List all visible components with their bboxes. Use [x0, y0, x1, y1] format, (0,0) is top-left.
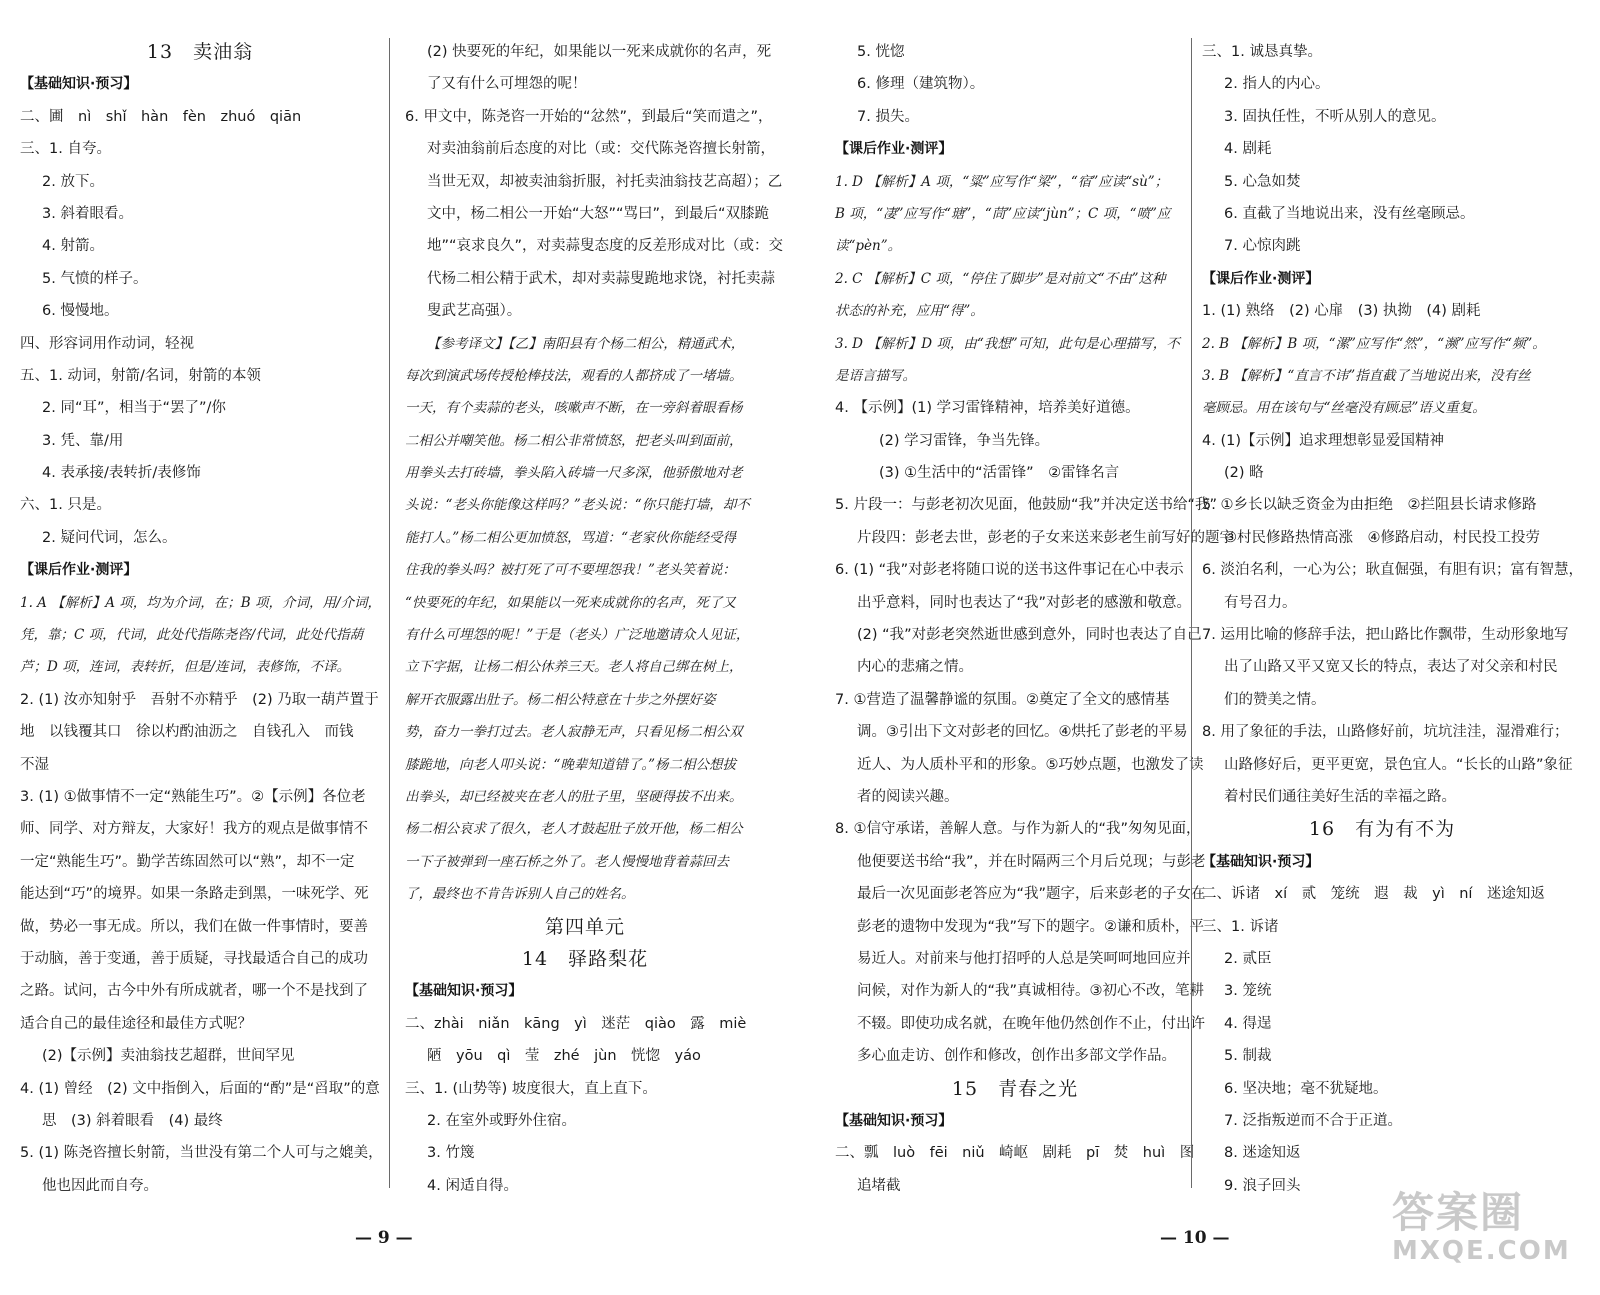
text-line: 5. 恍惚 — [857, 44, 905, 60]
text-line: ③村民修路热情高涨 ④修路启动，村民投工投劳 — [1224, 529, 1540, 546]
text-line: 头说：“老头你能像这样吗？”老头说：“你只能打墙，却不 — [405, 497, 750, 514]
text-line: 有什么可埋怨的呢！”于是（老头）广泛地邀请众人见证， — [405, 627, 750, 644]
section-header: 【课后作业·测评】 — [20, 562, 138, 579]
text-line: 一下子被弹到一座石桥之外了。老人慢慢地背着蒜回去 — [405, 853, 729, 870]
text-line: 者的阅读兴趣。 — [857, 788, 959, 805]
text-line: 3. 斜着眼看。 — [42, 205, 133, 222]
text-line: 问候，对作为新人的“我”真诚相待。③初心不改，笔耕 — [857, 983, 1205, 1000]
text-line: 读“pèn”。 — [835, 238, 902, 255]
section-header: 【基础知识·预习】 — [1202, 853, 1320, 870]
text-line: (2) 学习雷锋，争当先锋。 — [879, 432, 1050, 449]
text-line: 追堵截 — [857, 1177, 901, 1194]
text-line: 是语言描写。 — [835, 367, 916, 384]
text-line: 杨二相公哀求了很久，老人才鼓起肚子放开他，杨二相公 — [405, 821, 743, 838]
text-line: 解开衣服露出肚子。杨二相公特意在十步之外摆好姿 — [405, 691, 716, 708]
text-line: 于动脑，善于变通，善于质疑，寻找最适合自己的成功 — [20, 950, 368, 967]
text-line: 1. D 【解析】A 项，“粱”应写作“梁”，“宿”应读“sù”； — [835, 173, 1169, 190]
text-line: 2. 疑问代词，怎么。 — [42, 529, 177, 546]
text-line: 彭老的遗物中发现为“我”写下的题字。②谦和质朴，平 — [857, 918, 1205, 935]
text-line: 2. 指人的内心。 — [1224, 76, 1330, 93]
text-line: 出拳头，却已经被夹在老人的肚子里，坚硬得拔不出来。 — [405, 788, 743, 805]
text-line: 6. 修理（建筑物）。 — [857, 76, 985, 93]
text-line: 二、zhài niǎn kāng yì 迷茫 qiào 露 miè — [405, 1015, 747, 1032]
text-line: 2. 同“耳”，相当于“罢了”/你 — [42, 400, 226, 417]
text-line: 1. A 【解析】A 项，均为介词，在；B 项，介词，用/介词， — [20, 594, 382, 611]
text-line: 之路。试问，古今中外有所成就者，哪一个不是找到了 — [20, 983, 368, 1000]
text-line: 住我的拳头吗？被打死了可不要埋怨我！”老头笑着说： — [405, 562, 736, 579]
text-line: (2) 快要死的年纪，如果能以一死来成就你的名声，死 — [427, 44, 772, 60]
text-line: 做，势必一事无成。所以，我们在做一件事情时，要善 — [20, 918, 368, 935]
text-line: 多心血走访、创作和修改，创作出多部文学作品。 — [857, 1048, 1176, 1065]
text-line: 一天，有个卖蒜的老头，咳嗽声不断，在一旁斜着眼看杨 — [405, 400, 743, 417]
text-line: 四、形容词用作动词，轻视 — [20, 335, 194, 352]
column-divider — [389, 38, 390, 1188]
text-line: 用拳头去打砖墙，拳头陷入砖墙一尺多深，他骄傲地对老 — [405, 465, 743, 482]
text-line: 芦；D 项，连词，表转折，但是/连词，表修饰，不译。 — [20, 659, 351, 676]
text-line: 三、1. 自夸。 — [20, 141, 111, 158]
page-number: — 9 — — [355, 1228, 413, 1248]
text-line: “快要死的年纪，如果能以一死来成就你的名声，死了又 — [405, 594, 736, 611]
text-line: 文中，杨二相公一开始“大怒”“骂曰”，到最后“双膝跪 — [427, 205, 770, 222]
text-line: (2)【示例】卖油翁技艺超群，世间罕见 — [42, 1048, 295, 1065]
text-line: 当世无双，却被卖油翁折服，衬托卖油翁技艺高超）；乙 — [427, 173, 783, 190]
watermark-logo — [1392, 1190, 1571, 1266]
text-line: 4. 剧耗 — [1224, 141, 1272, 158]
text-line: (2) 略 — [1224, 465, 1264, 482]
text-line: 着村民们通往美好生活的幸福之路。 — [1224, 788, 1456, 805]
section-title: 16 有为有不为 — [1308, 818, 1456, 841]
text-line: 6. 甲文中，陈尧咨一开始的“忿然”，到最后“笑而遣之”， — [405, 108, 773, 125]
text-line: 1. (1) 熟络 (2) 心扉 (3) 执拗 (4) 剧耗 — [1202, 303, 1481, 320]
text-line: 能打人。”杨二相公更加愤怒，骂道：“老家伙你能经受得 — [405, 529, 737, 546]
text-line: 3. B 【解析】“直言不讳”指直截了当地说出来，没有丝 — [1202, 367, 1531, 384]
text-line: 们的赞美之情。 — [1224, 691, 1326, 708]
watermark-text: 答案圈 — [1392, 1188, 1525, 1237]
text-line: 思 (3) 斜着眼看 (4) 最终 — [42, 1112, 223, 1129]
text-line: 对卖油翁前后态度的对比（或：交代陈尧咨擅长射箭， — [427, 141, 775, 158]
text-line: 5. 气愤的样子。 — [42, 270, 148, 287]
text-line: 近人、为人质朴平和的形象。⑤巧妙点题，也激发了读 — [857, 756, 1204, 773]
text-line: 4. 闲适自得。 — [427, 1177, 518, 1194]
section-title: 第四单元 — [544, 915, 625, 938]
text-line: 5. (1) 陈尧咨擅长射箭，当世没有第二个人可与之媲美， — [20, 1145, 383, 1162]
text-line: 6. (1) “我”对彭老将随口说的送书这件事记在心中表示 — [835, 562, 1184, 579]
text-line: 二、瓢 luò fēi niǔ 崎岖 剧耗 pī 焚 huì 图 — [835, 1145, 1195, 1162]
text-line: 3. 凭、靠/用 — [42, 432, 124, 449]
section-header: 【基础知识·预习】 — [835, 1112, 953, 1129]
text-line: 片段四：彭老去世，彭老的子女来送来彭老生前写好的题字 — [857, 529, 1234, 546]
text-line: 5. 片段一：与彭老初次见面，他鼓励“我”并决定送书给“我” — [835, 497, 1217, 514]
section-title: 13 卖油翁 — [146, 41, 254, 63]
text-line: 6. 坚决地；毫不犹疑地。 — [1224, 1080, 1388, 1097]
watermark-url: MXQE.COM — [1392, 1236, 1571, 1266]
text-line: 3. 固执任性，不听从别人的意见。 — [1224, 108, 1446, 125]
text-line: 有号召力。 — [1224, 594, 1297, 611]
text-line: 不辍。即使功成名就，在晚年他仍然创作不止，付出许 — [857, 1015, 1205, 1032]
left-column-1 — [20, 36, 383, 1202]
text-line: 7. ①营造了温馨静谧的氛围。②奠定了全文的感情基 — [835, 691, 1170, 708]
text-line: 膝跪地，向老人叩头说：“晚辈知道错了。”杨二相公想拔 — [405, 756, 737, 773]
text-line: 【参考译文】【乙】南阳县有个杨二相公，精通武术， — [427, 335, 745, 352]
text-line: 五、1. 动词，射箭/名词，射箭的本领 — [20, 367, 261, 384]
text-line: 9. 浪子回头 — [1224, 1177, 1301, 1194]
text-line: 他也因此而自夸。 — [42, 1177, 158, 1194]
text-line: 7. 运用比喻的修辞手法，把山路比作飘带，生动形象地写 — [1202, 627, 1569, 644]
right-page — [800, 0, 1600, 1295]
text-line: (3) ①生活中的“活雷锋” ②雷锋名言 — [879, 465, 1120, 482]
text-line: 4. (1)【示例】追求理想彰显爱国精神 — [1202, 432, 1444, 449]
text-line: 3. D 【解析】D 项，由“我想”可知，此句是心理描写，不 — [835, 335, 1180, 352]
text-line: 5. 制裁 — [1224, 1048, 1272, 1065]
text-line: 一定“熟能生巧”。勤学苦练固然可以“熟”，却不一定 — [20, 853, 355, 870]
text-line: 三、1. (山势等) 坡度很大，直上直下。 — [405, 1080, 657, 1097]
text-line: 2. C 【解析】C 项，“停住了脚步”是对前文“不由”这种 — [835, 270, 1166, 287]
section-title: 15 青春之光 — [951, 1077, 1079, 1100]
text-line: 三、1. 诚恳真挚。 — [1202, 44, 1322, 60]
text-line: 了又有什么可埋怨的呢！ — [427, 76, 587, 93]
page-number: — 10 — — [1160, 1228, 1230, 1248]
text-line: 6. 慢慢地。 — [42, 303, 119, 320]
text-line: 5. 心急如焚 — [1224, 173, 1301, 190]
text-line: 二、诉诸 xí 贰 笼统 遐 裁 yì ní 迷途知返 — [1202, 886, 1545, 903]
text-line: 他便要送书给“我”，并在时隔两三个月后兑现；与彭老 — [857, 853, 1206, 870]
text-line: 不湿 — [20, 756, 49, 773]
right-column-1 — [835, 36, 1234, 1202]
text-line: 3. (1) ①做事情不一定“熟能生巧”。②【示例】各位老 — [20, 788, 366, 805]
text-line: 5. ①乡长以缺乏资金为由拒绝 ②拦阻县长请求修路 — [1202, 497, 1537, 514]
section-title: 14 驿路梨花 — [521, 947, 649, 970]
text-line: 4. 射箭。 — [42, 238, 104, 255]
text-line: 2. 在室外或野外住宿。 — [427, 1112, 576, 1129]
text-line: 6. 淡泊名利，一心为公；耿直倔强，有胆有识；富有智慧， — [1202, 562, 1583, 579]
text-line: 二、圃 nì shǐ hàn fèn zhuó qiān — [20, 108, 302, 125]
text-line: 最后一次见面彭老答应为“我”题字，后来彭老的子女在 — [857, 886, 1206, 903]
text-line: 山路修好后，更平更宽，景色宜人。“长长的山路”象征 — [1224, 756, 1573, 773]
text-line: 7. 泛指叛逆而不合于正道。 — [1224, 1112, 1402, 1129]
text-line: 内心的悲痛之情。 — [857, 659, 973, 676]
text-line: 立下字据，让杨二相公休养三天。老人将自己绑在树上， — [405, 659, 743, 676]
text-line: 六、1. 只是。 — [20, 497, 111, 514]
text-line: 3. 笼统 — [1224, 983, 1272, 1000]
text-line: 每次到演武场传授枪棒技法，观看的人都挤成了一堵墙。 — [405, 367, 743, 384]
text-line: 二相公并嘲笑他。杨二相公非常愤怒，把老头叫到面前， — [405, 432, 743, 449]
text-line: 调。③引出下文对彭老的回忆。④烘托了彭老的平易 — [857, 724, 1188, 741]
text-line: 陋 yōu qì 莹 zhé jùn 恍惚 yáo — [427, 1048, 701, 1065]
right-column-2 — [1202, 36, 1583, 1202]
text-line: 凭，靠；C 项，代词，此处代指陈尧咨/代词，此处代指葫 — [20, 627, 364, 644]
text-line: 6. 直截了当地说出来，没有丝毫顾忌。 — [1224, 205, 1475, 222]
text-line: 4. 得逞 — [1224, 1015, 1272, 1032]
text-line: 毫顾忌。用在该句与“丝毫没有顾忌”语义重复。 — [1202, 400, 1486, 417]
left-column-2 — [405, 36, 784, 1202]
text-line: 3. 竹篾 — [427, 1145, 475, 1162]
text-line: 出乎意料，同时也表达了“我”对彭老的感激和敬意。 — [857, 594, 1192, 611]
text-line: 师、同学、对方辩友，大家好！我方的观点是做事情不 — [20, 821, 368, 838]
text-line: 8. ①信守承诺，善解人意。与作为新人的“我”匆匆见面， — [835, 821, 1201, 838]
text-line: 出了山路又平又宽又长的特点，表达了对父亲和村民 — [1224, 659, 1558, 676]
text-line: 2. (1) 汝亦知射乎 吾射不亦精乎 (2) 乃取一葫芦置于 — [20, 691, 379, 708]
text-line: 2. 放下。 — [42, 173, 104, 190]
text-line: 适合自己的最佳途径和最佳方式呢？ — [20, 1015, 252, 1032]
text-line: B 项，“凄”应写作“瑭”，“茼”应读“jùn”；C 项，“喷”应 — [835, 205, 1171, 222]
text-line: 4. 表承接/表转折/表修饰 — [42, 465, 201, 482]
section-header: 【课后作业·测评】 — [835, 141, 953, 158]
text-line: 能达到“巧”的境界。如果一条路走到黑，一味死学、死 — [20, 886, 369, 903]
section-header: 【基础知识·预习】 — [405, 983, 523, 1000]
text-line: 状态的补充，应用“得”。 — [835, 303, 984, 320]
text-line: 4. (1) 曾经 (2) 文中指倒入，后面的“酌”是“舀取”的意 — [20, 1080, 380, 1097]
text-line: 叟武艺高强）。 — [427, 303, 522, 320]
section-header: 【课后作业·测评】 — [1202, 270, 1320, 287]
text-line: 2. 贰臣 — [1224, 950, 1272, 967]
text-line: 了，最终也不肯告诉别人自己的姓名。 — [405, 886, 635, 903]
column-divider — [1191, 38, 1192, 1188]
text-line: 8. 用了象征的手法，山路修好前，坑坑洼洼，湿滑难行； — [1202, 724, 1569, 741]
text-line: 代杨二相公精于武术，却对卖蒜叟跪地求饶，衬托卖蒜 — [427, 270, 775, 287]
text-line: (2) “我”对彭老突然逝世感到意外，同时也表达了自己 — [857, 627, 1202, 644]
text-line: 8. 迷途知返 — [1224, 1145, 1301, 1162]
text-line: 三、1. 诉诸 — [1202, 918, 1279, 935]
text-line: 7. 心惊肉跳 — [1224, 238, 1301, 255]
text-line: 地”“哀求良久”，对卖蒜叟态度的反差形成对比（或：交 — [427, 238, 784, 255]
text-line: 2. B 【解析】B 项，“漯”应写作“然”，“濒”应写作“频”。 — [1202, 335, 1546, 352]
text-line: 7. 损失。 — [857, 108, 919, 125]
text-line: 地 以钱覆其口 徐以杓酌油沥之 自钱孔入 而钱 — [20, 724, 354, 741]
section-header: 【基础知识·预习】 — [20, 76, 138, 93]
text-line: 4. 【示例】(1) 学习雷锋精神，培养美好道德。 — [835, 400, 1140, 417]
text-line: 易近人。对前来与他打招呼的人总是笑呵呵地回应并 — [857, 950, 1191, 967]
text-line: 势，奋力一拳打过去。老人寂静无声，只看见杨二相公双 — [405, 724, 743, 741]
